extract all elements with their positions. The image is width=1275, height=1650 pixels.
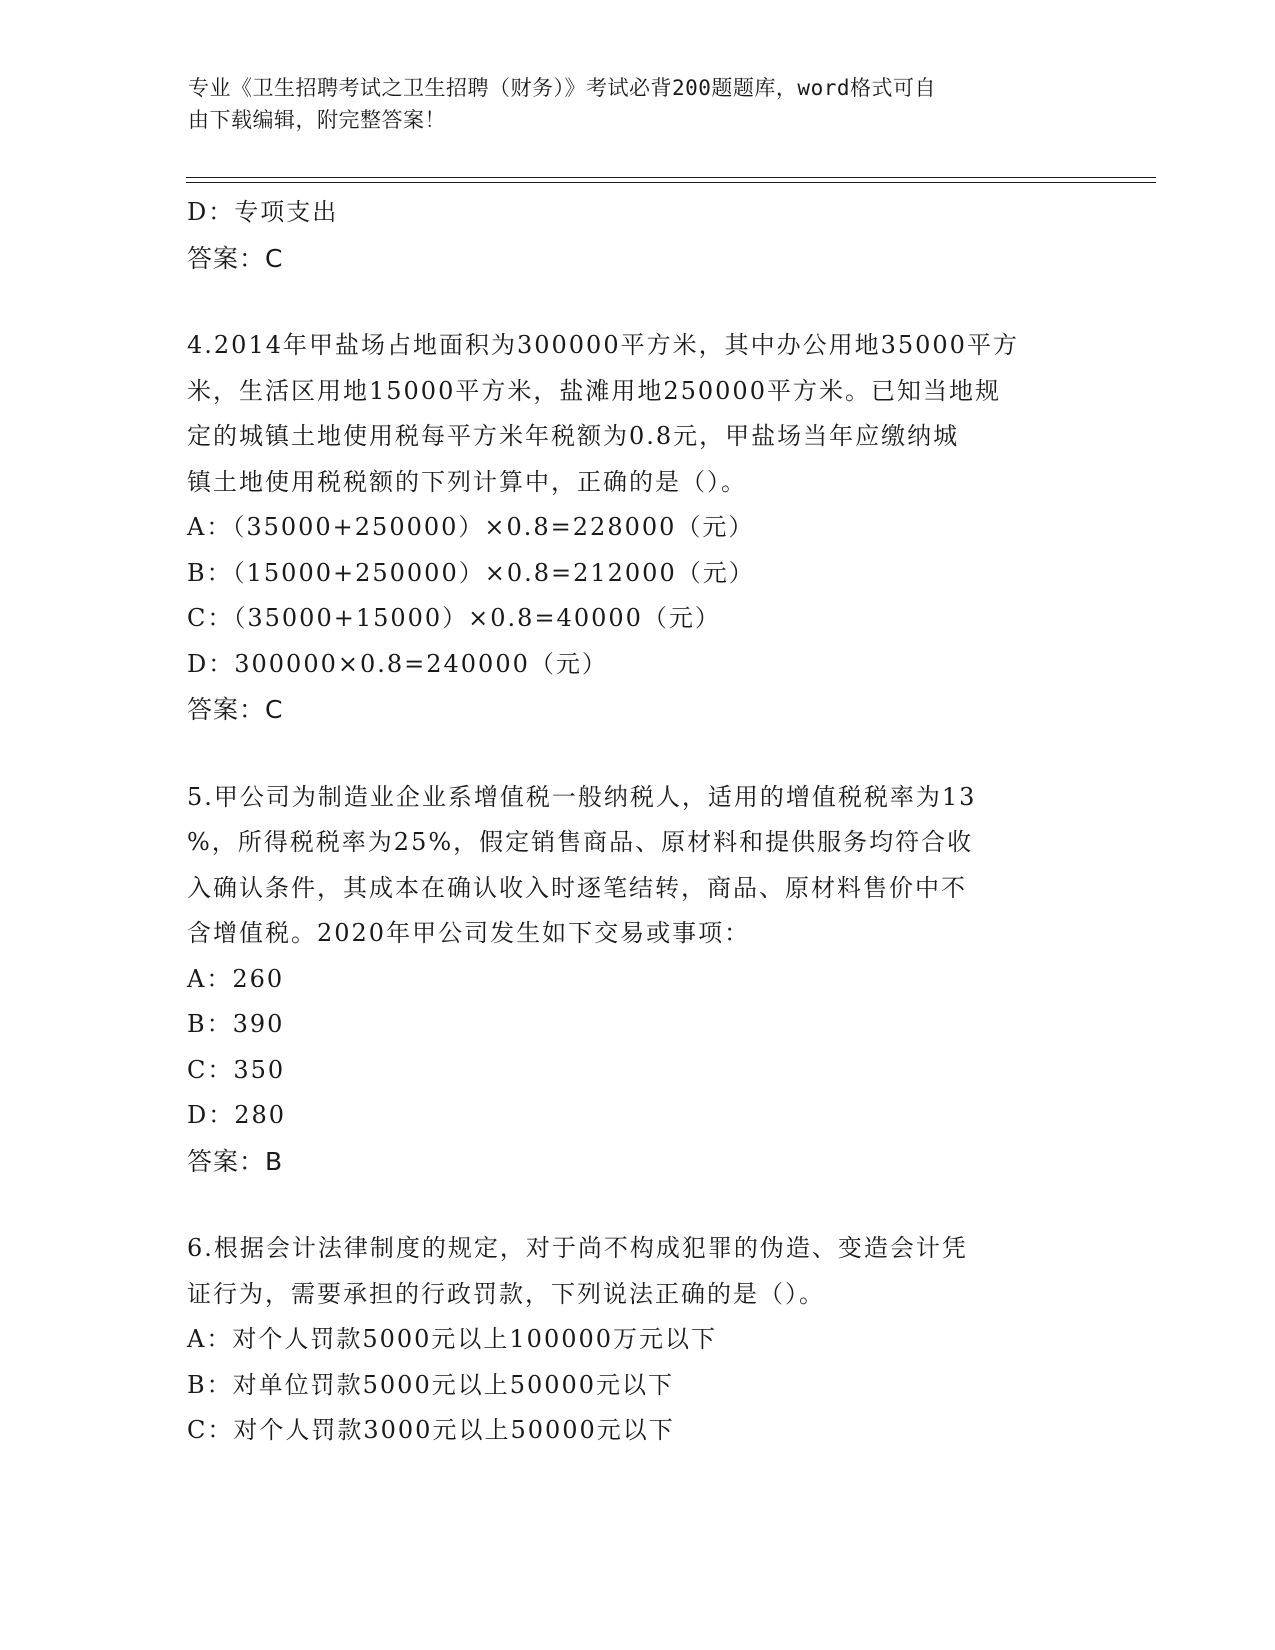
q4-stem-line-3: 定的城镇土地使用税每平方米年税额为0.8元，甲盐场当年应缴纳城 <box>187 422 960 450</box>
header-line-1: 专业《卫生招聘考试之卫生招聘（财务）》考试必背200题题库，word格式可自 <box>188 76 936 100</box>
header-rule-bottom <box>186 182 1156 183</box>
q5-stem-line-3: 入确认条件，其成本在确认收入时逐笔结转，商品、原材料售价中不 <box>187 873 967 902</box>
q5-stem <box>187 775 1087 957</box>
q4-option-b: B：（15000+250000）×0.8=212000（元） <box>187 558 755 587</box>
q5-option-b: B：390 <box>187 1010 285 1038</box>
q5-answer: 答案：B <box>187 1146 284 1176</box>
q4-option-d: D：300000×0.8=240000（元） <box>187 649 608 678</box>
q3-answer: 答案：C <box>187 243 284 273</box>
header-rule-top <box>186 177 1156 178</box>
q5-stem-line-2: %，所得税税率为25%，假定销售商品、原材料和提供服务均符合收 <box>187 828 974 856</box>
q5-stem-line-4: 含增值税。2020年甲公司发生如下交易或事项： <box>187 919 751 947</box>
q5-option-a: A：260 <box>187 964 285 993</box>
q4-stem-line-1: 4.2014年甲盐场占地面积为300000平方米，其中办公用地35000平方 <box>187 331 1019 359</box>
q5-stem-line-1: 5.甲公司为制造业企业系增值税一般纳税人，适用的增值税税率为13 <box>187 782 977 811</box>
spacer <box>187 733 1087 775</box>
q3-option-d: D：专项支出 <box>187 198 339 226</box>
q4-option-a: A：（35000+250000）×0.8=228000（元） <box>187 513 755 541</box>
document-header <box>188 72 1068 136</box>
q4-stem-line-4: 镇土地使用税税额的下列计算中，正确的是（）。 <box>187 467 747 496</box>
q6-option-c: C：对个人罚款3000元以上50000元以下 <box>187 1416 675 1444</box>
q5-option-d: D：280 <box>187 1101 287 1129</box>
header-line-2: 由下载编辑，附完整答案！ <box>188 108 446 132</box>
spacer <box>187 1184 1087 1226</box>
q6-stem-line-2: 证行为，需要承担的行政罚款，下列说法正确的是（）。 <box>187 1279 825 1308</box>
q4-stem-line-2: 米，生活区用地15000平方米，盐滩用地250000平方米。已知当地规 <box>187 376 1001 405</box>
q6-stem-line-1: 6.根据会计法律制度的规定，对于尚不构成犯罪的伪造、变造会计凭 <box>187 1234 968 1262</box>
spacer <box>187 281 1087 323</box>
q6-option-a: A：对个人罚款5000元以上100000万元以下 <box>187 1325 718 1353</box>
q5-option-c: C：350 <box>187 1055 286 1084</box>
q4-option-c: C：（35000+15000）×0.8=40000（元） <box>187 604 721 632</box>
q6-stem <box>187 1226 1087 1317</box>
document-body <box>187 190 1087 1454</box>
q4-stem <box>187 323 1087 505</box>
q6-option-b: B：对单位罚款5000元以上50000元以下 <box>187 1370 675 1399</box>
q4-answer: 答案：C <box>187 695 284 724</box>
